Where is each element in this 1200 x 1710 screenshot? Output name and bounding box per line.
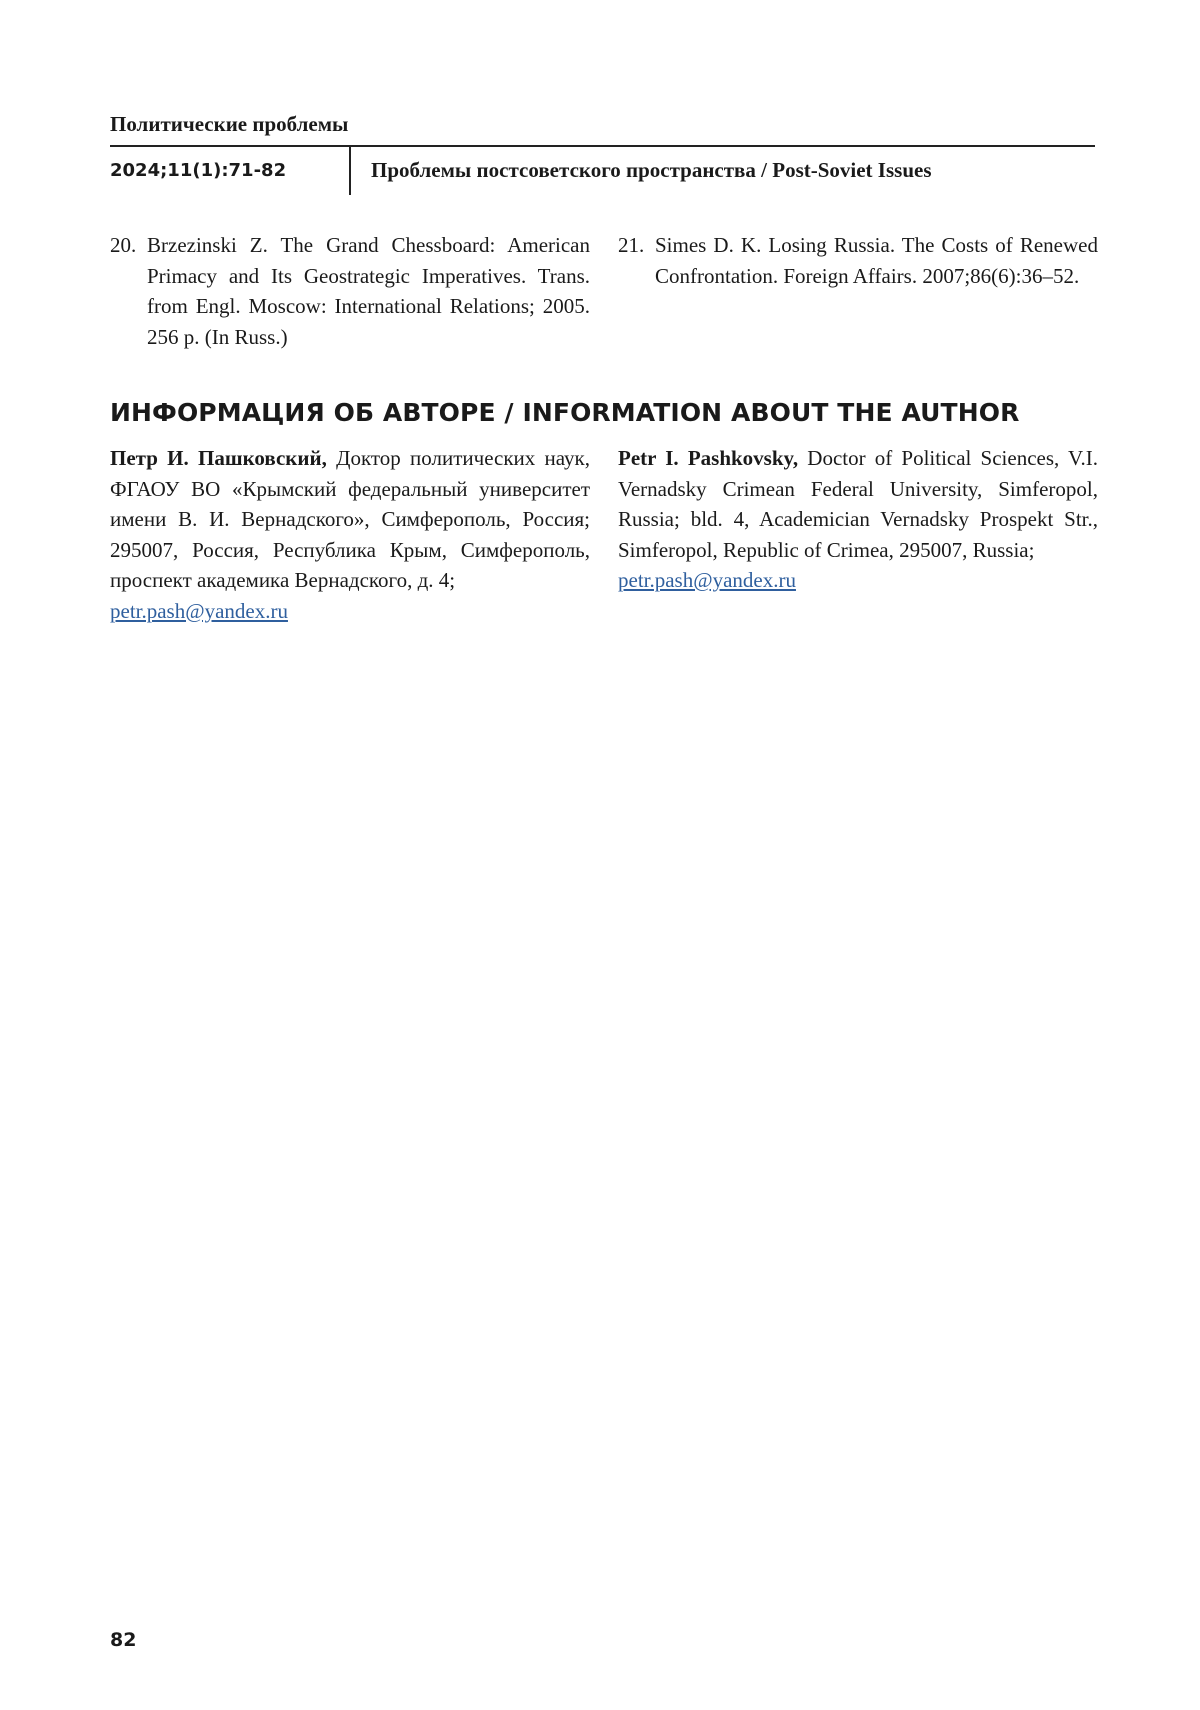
author-email-link-en[interactable]: petr.pash@yandex.ru xyxy=(618,568,796,592)
author-details-en: Doctor of Political Sciences, V.I. Vernadsky Crimean Federal University, Simferopol, Russia; bld. 4, Academician Vernadsky Prospekt Str., Simferopol, Republic of Crimea, 295007, Russia; xyxy=(618,446,1098,562)
running-title: Проблемы постсоветского пространства / Post-Soviet Issues xyxy=(371,158,932,182)
reference-list-left xyxy=(110,230,590,352)
page-number: 82 xyxy=(110,1629,137,1651)
issue-reference: 2024;11(1):71-82 xyxy=(110,160,287,181)
author-name-ru: Петр И. Пашковский, xyxy=(110,446,327,470)
journal-section-label: Политические проблемы xyxy=(110,112,349,136)
reference-item xyxy=(618,230,1098,291)
author-email-link-ru[interactable]: petr.pash@yandex.ru xyxy=(110,598,288,623)
header-divider xyxy=(349,147,351,195)
author-details-ru: Доктор политических наук, ФГАОУ ВО «Крымский федеральный университет имени В. И. Вернадского», Симферополь, Россия; 295007, Россия, Республика Крым, Симферополь, проспект академика Вернадского, д. 4; xyxy=(110,446,591,592)
author-info-ru xyxy=(110,443,590,626)
reference-item xyxy=(110,230,590,352)
author-info-en xyxy=(618,443,1098,596)
header-rule xyxy=(110,145,1095,147)
reference-number: 20. xyxy=(110,233,137,257)
reference-list-right xyxy=(618,230,1098,291)
author-info-heading: ИНФОРМАЦИЯ ОБ АВТОРЕ / INFORMATION ABOUT THE AUTHOR xyxy=(110,398,1020,427)
reference-number: 21. xyxy=(618,233,645,257)
reference-text: Brzezinski Z. The Grand Chessboard: American Primacy and Its Geostrategic Imperatives. Trans. from Engl. Moscow: International Relations; 2005. 256 p. (In Russ.) xyxy=(147,233,590,349)
reference-text: Simes D. K. Losing Russia. The Costs of Renewed Confrontation. Foreign Affairs. 2007;86(6):36–52. xyxy=(655,233,1098,288)
author-name-en: Petr I. Pashkovsky, xyxy=(618,446,799,470)
